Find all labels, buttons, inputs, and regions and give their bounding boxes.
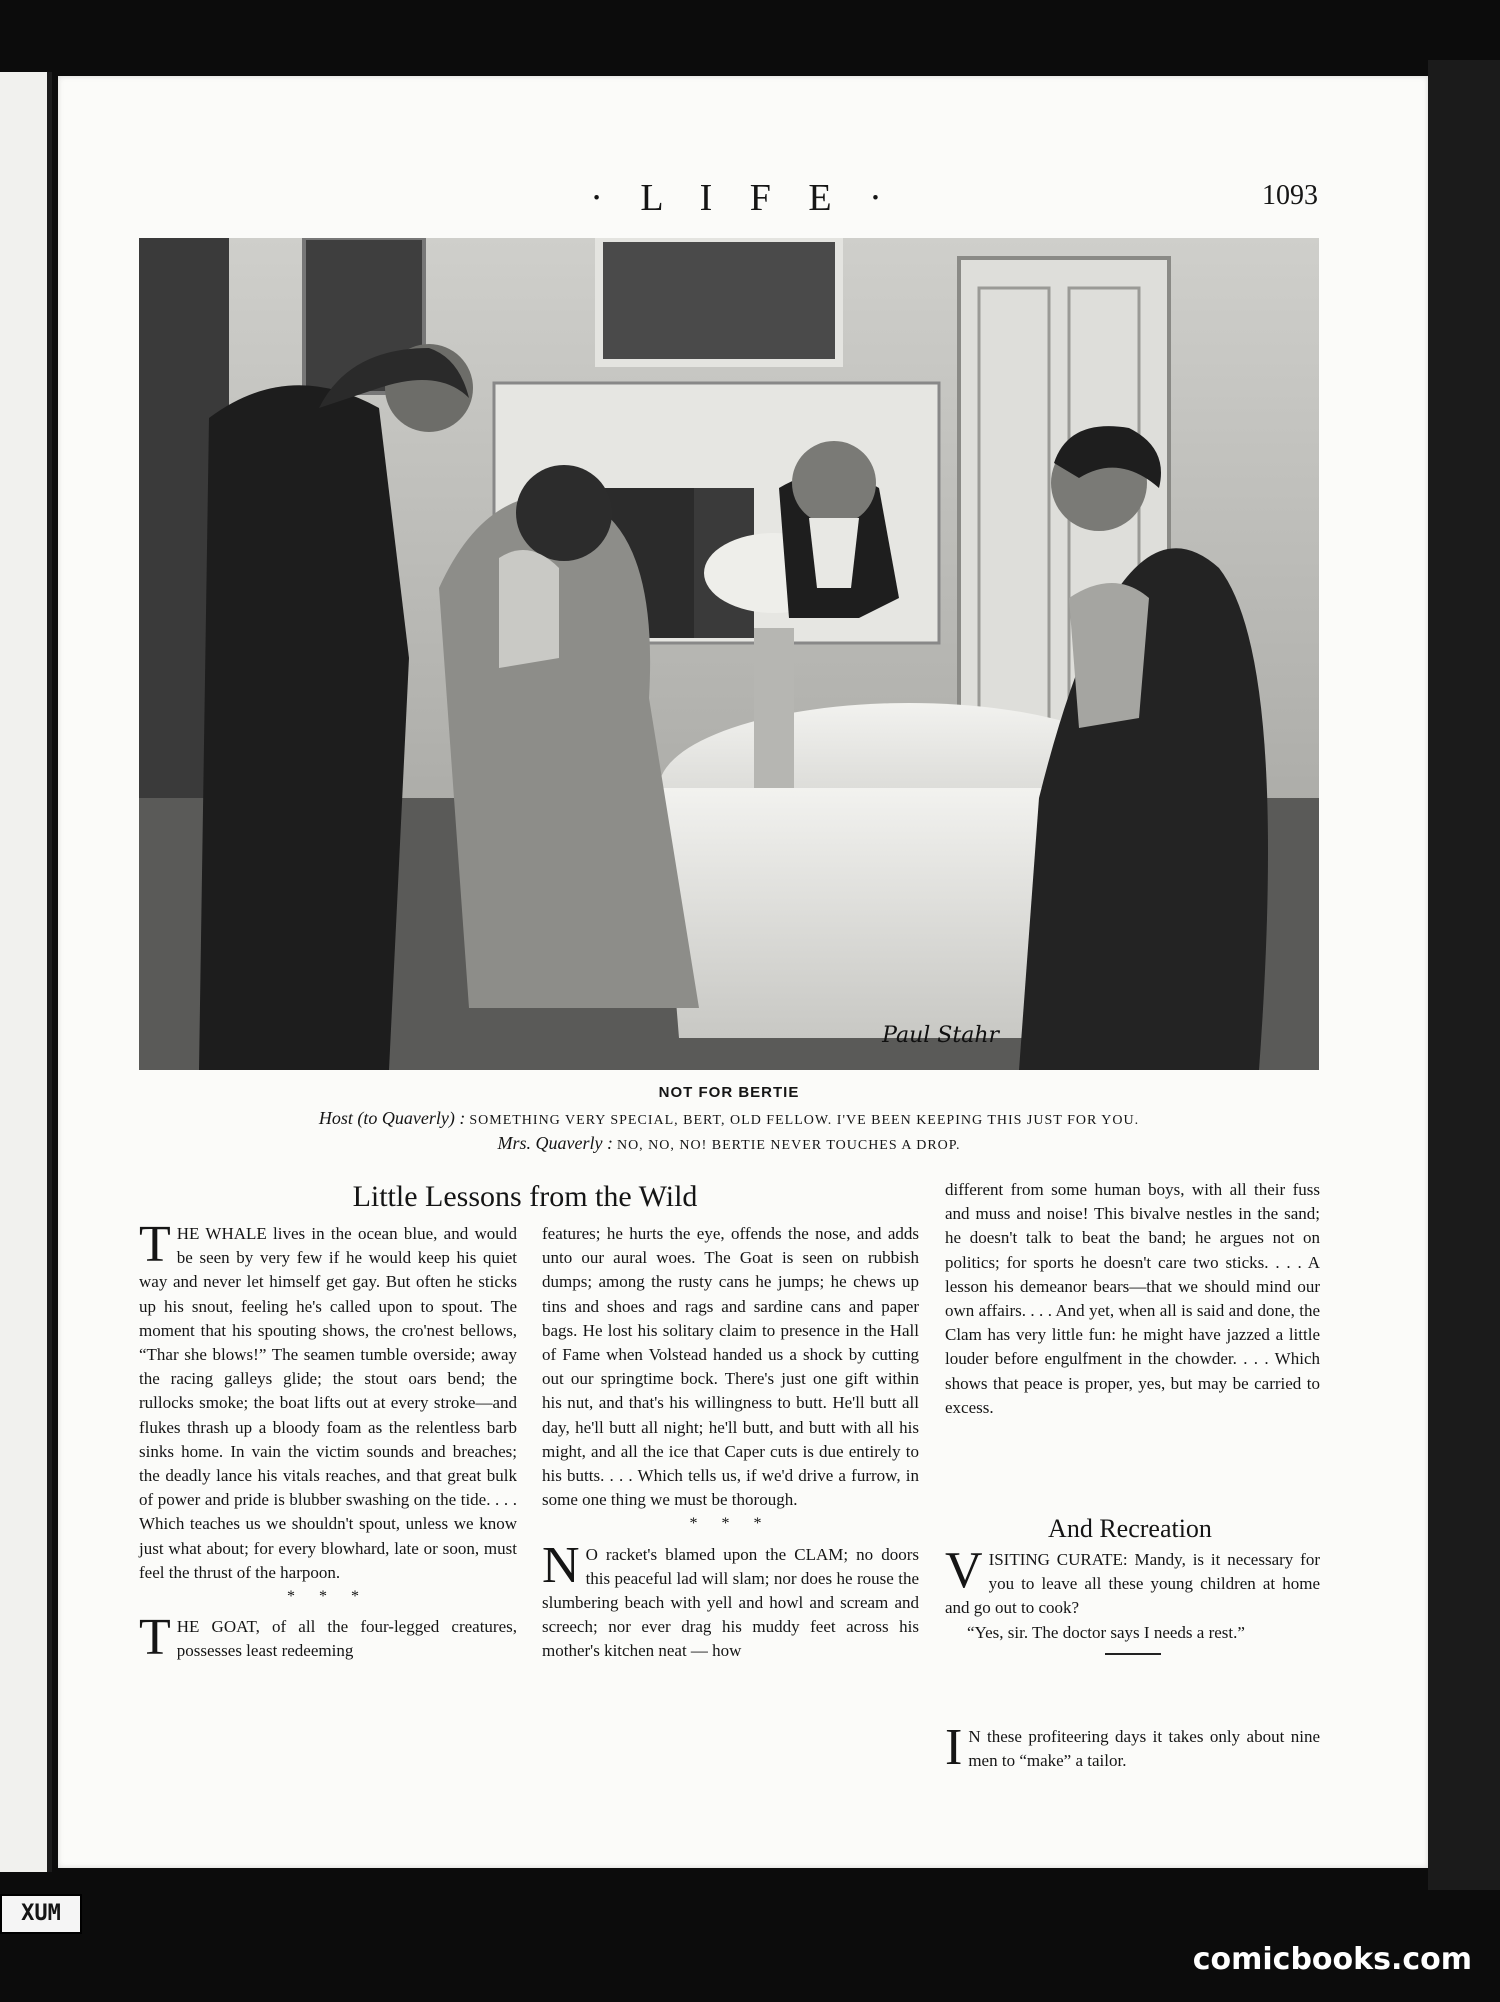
caption-speaker: Host (to Quaverly) : xyxy=(318,1108,466,1128)
page-header xyxy=(58,176,1428,219)
article-title: Little Lessons from the Wild xyxy=(352,1180,698,1213)
drop-cap: I xyxy=(945,1719,963,1776)
tailor-text: N these profiteering days it takes only about nine men to “make” a tailor. xyxy=(968,1727,1320,1771)
illustration-caption xyxy=(139,1084,1319,1157)
recreation-joke xyxy=(945,1542,1320,1663)
whale-paragraph xyxy=(139,1216,517,1585)
caption-dialogue: SOMETHING VERY SPECIAL, BERT, OLD FELLOW. I'VE BEEN KEEPING THIS JUST FOR YOU. xyxy=(469,1113,1140,1128)
curate-question xyxy=(945,1542,1320,1621)
drop-cap: T xyxy=(139,1216,171,1273)
goat-text: HE GOAT, of all the four-legged creatures, possesses least redeeming xyxy=(176,1617,517,1661)
source-watermark: comicbooks.com xyxy=(1192,1942,1472,1977)
scan-background xyxy=(1428,60,1500,1890)
drop-cap: T xyxy=(139,1609,171,1667)
mandy-reply: “Yes, sir. The doctor says I needs a rest.” xyxy=(967,1622,1245,1642)
whale-text: HE WHALE lives in the ocean blue, and would be seen by very few if he would keep his quiet way and never let himself get gay. But often he sticks up his snout, feeling he's called upon to spout. The moment that his spouting shows, the cro'nest bellows, “Thar she blows!” The seamen tumble overside; away the racing galleys glide; the stout oars bend; the rullocks smoke; the boat lifts out at every stroke—and flukes thrash up a bloody foam as the relentless barb sinks home. In vain the victim sounds and breaches; the deadly lance his vitals reaches, and that great bulk of power and pride is blubber swashing on the tide. . . . Which teaches us we shouldn't spout, unless we know just what about; for every blowhard, late or soon, must feel the thrust of the harpoon. xyxy=(139,1224,517,1582)
section-divider: * * * xyxy=(287,1588,369,1606)
caption-dialogue: NO, NO, NO! BERTIE NEVER TOUCHES A DROP. xyxy=(616,1138,961,1153)
caption-line-mrs-quaverly xyxy=(139,1132,1319,1157)
curate-text: ISITING CURATE: Mandy, is it necessary for you to leave all these young children at home and go out to cook? xyxy=(945,1550,1320,1618)
drop-cap: N xyxy=(542,1536,580,1594)
illustration-artwork xyxy=(139,238,1319,1070)
horizontal-rule xyxy=(1105,1653,1161,1655)
section-divider: * * * xyxy=(689,1515,772,1533)
tailor-paragraph xyxy=(945,1719,1320,1776)
adjacent-page-edge xyxy=(0,72,52,1872)
dinner-party-illustration xyxy=(139,238,1319,1070)
clam-paragraph-start xyxy=(542,1536,919,1664)
drop-cap: V xyxy=(945,1542,983,1599)
artist-signature: Paul Stahr xyxy=(882,1023,999,1048)
scan-corner-tag: XUM xyxy=(0,1894,82,1934)
clam-paragraph-continued: different from some human boys, with all their fuss and muss and noise! This bivalve nestles in the sand; he doesn't talk to beat the band; he argues not on politics; for sports he doesn't care two sticks. . . . A lesson his demeanor bears—that we should mind our own affairs. . . . And yet, when all is said and done, the Clam has very little fun: he might have jazzed a little louder before engulfment in the chowder. . . . Which shows that peace is proper, yes, but may be carried to excess. xyxy=(945,1180,1320,1417)
recreation-title: And Recreation xyxy=(1048,1514,1212,1543)
caption-speaker: Mrs. Quaverly : xyxy=(497,1133,613,1153)
article-column-3 xyxy=(945,1178,1320,1420)
goat-paragraph-continued: features; he hurts the eye, offends the nose, and adds unto our aural woes. The Goat is seen on rubbish dumps; among the rusty cans he jumps; he chews up tins and shoes and rags and sardine cans and paper bags. He lost his solitary claim to presence in the Hall of Fame when Volstead handed us a shock by cutting out our springtime bock. There's just one gift within his nut, and that's his willingness to butt. He'll butt all day, he'll butt all night; he'll butt, and butt with all his might, and all the ice that Caper cuts is due entirely to his butts. . . . Which tells us, if we'd drive a furrow, in some one thing we must be thorough. xyxy=(542,1224,919,1510)
article-column-2 xyxy=(542,1222,919,1664)
page-number: 1093 xyxy=(1262,180,1318,211)
tailor-joke xyxy=(945,1719,1320,1776)
magazine-title: · L I F E · xyxy=(590,177,896,219)
article-column-1 xyxy=(139,1216,517,1667)
caption-title: NOT FOR BERTIE xyxy=(658,1084,800,1101)
goat-paragraph-start xyxy=(139,1609,517,1667)
clam-text: O racket's blamed upon the CLAM; no doors this peaceful lad will slam; nor does he rouse the slumbering beach with yell and howl and scream and screech; nor ever drag his muddy feet across his mother's kitchen neat — how xyxy=(542,1544,919,1661)
caption-line-host xyxy=(139,1107,1319,1132)
